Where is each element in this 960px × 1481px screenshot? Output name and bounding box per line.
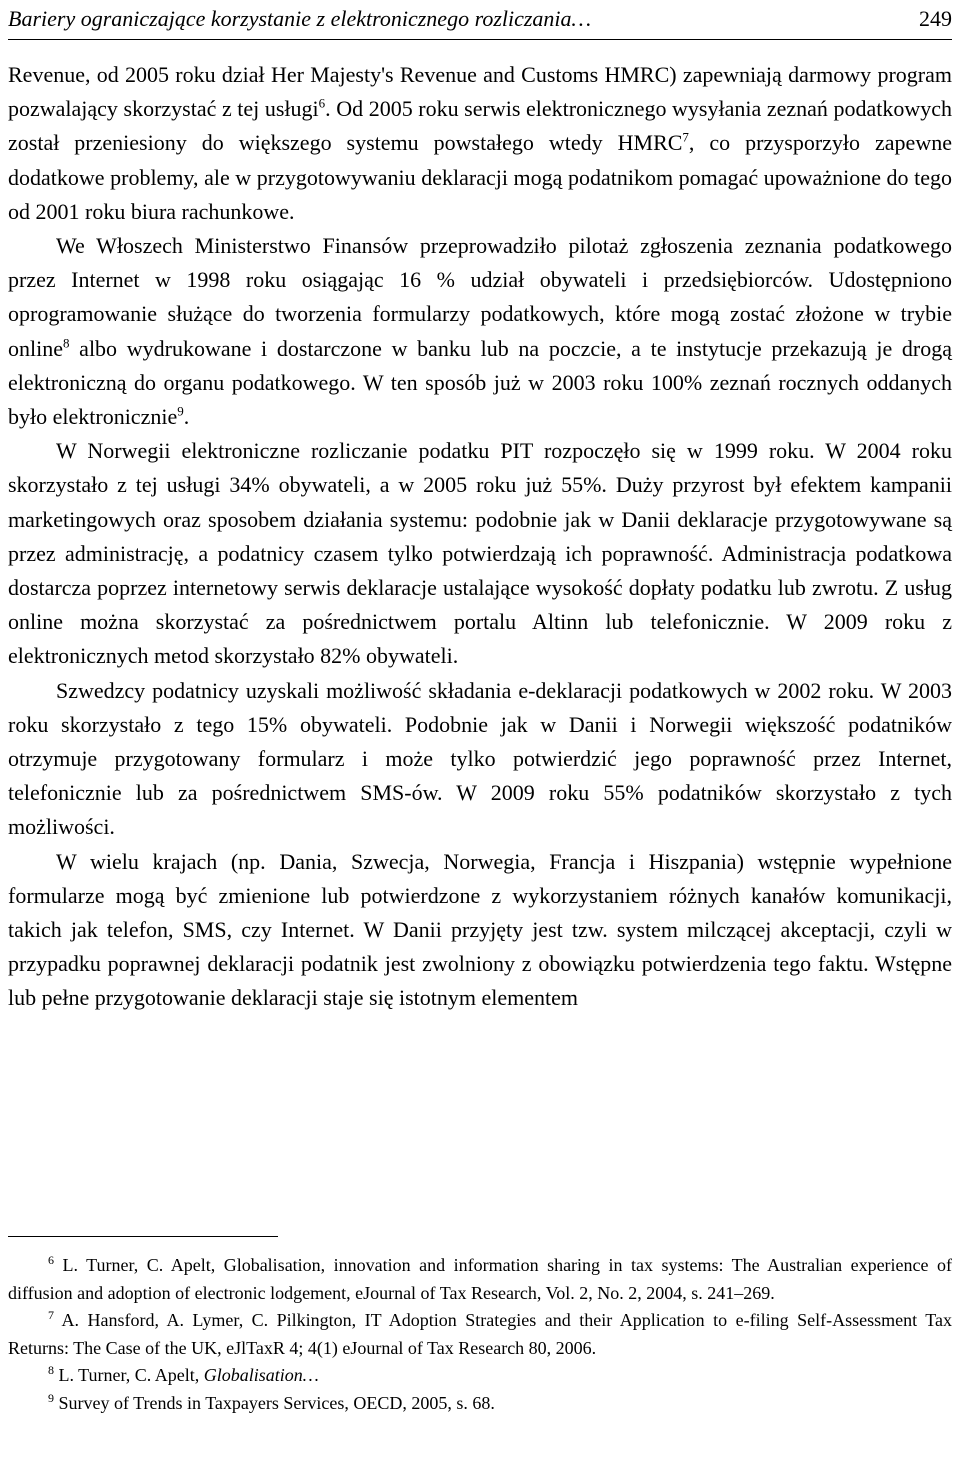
footnote-7 bbox=[8, 1307, 952, 1362]
footnote-number: 6 bbox=[48, 1253, 54, 1267]
text-span: albo wydrukowane i dostarczone w banku lub na poczcie, a te instytucje przekazują je drogą elektroniczną do organu podatkowego. W ten sposób już w 2003 roku 100% zeznań rocznych oddanych było elektronicznie bbox=[8, 335, 952, 430]
footnote-6 bbox=[8, 1252, 952, 1307]
footnote-separator bbox=[8, 1236, 278, 1237]
footnote-ref-8: 8 bbox=[63, 335, 70, 351]
page-header bbox=[8, 0, 952, 40]
text-span: Revenue, od 2005 roku dział Her Majesty's Revenue and Customs HMRC) zapewniają darmowy program pozwalający skorzystać z tej usługi bbox=[8, 62, 952, 122]
paragraph-norway: W Norwegii elektroniczne rozliczanie podatku PIT rozpoczęło się w 1999 roku. W 2004 roku skorzystało z tej usługi 34% obywateli, a w 2005 roku już 55%. Duży przyrost był efektem kampanii marketingowych oraz sposobem działania systemu: podobnie jak w Danii deklaracje przygotowywane są przez administrację, a podatnicy czasem tylko potwierdzają ich poprawność. Administracja podatkowa dostarcza poprzez internetowy serwis deklaracje ustalające wysokość dopłaty podatku lub zwrotu. Z usług online można skorzystać za pośrednictwem portalu Altinn lub telefonicznie. W 2009 roku z elektronicznych metod skorzystało 82% obywateli. bbox=[8, 438, 952, 669]
footnotes bbox=[8, 1252, 952, 1417]
footnote-text: L. Turner, C. Apelt, Globalisation, innovation and information sharing in tax systems: The Australian experience of diffusion and adoption of electronic lodgement, eJournal of Tax Research, Vol. 2, No. 2, 2004, s. 241–269. bbox=[8, 1255, 952, 1303]
footnote-number: 8 bbox=[48, 1363, 54, 1377]
text-span: . bbox=[183, 404, 190, 430]
footnote-number: 7 bbox=[48, 1308, 54, 1322]
footnote-ref-7: 7 bbox=[682, 130, 689, 146]
footnote-ref-9: 9 bbox=[177, 403, 184, 419]
running-title: Bariery ograniczające korzystanie z elektronicznego rozliczania… bbox=[8, 6, 592, 31]
paragraph-italy bbox=[8, 229, 952, 434]
text-span: , co przysporzyło zapewne dodatkowe problemy, ale w przygotowywaniu deklaracji mogą podatnikom pomagać upoważnione do tego od 2001 roku biura rachunkowe. bbox=[8, 130, 952, 224]
text-span: We Włoszech Ministerstwo Finansów przeprowadziło pilotaż zgłoszenia zeznania podatkowego przez Internet w 1998 roku osiągając 16 % udział obywateli i przedsiębiorców. Udostępniono oprogramowanie służące do tworzenia formularzy podatkowych, które mogą zostać złożone w trybie online bbox=[8, 233, 952, 361]
paragraph-uk bbox=[8, 58, 952, 229]
footnote-number: 9 bbox=[48, 1390, 54, 1405]
footnote-8 bbox=[8, 1362, 952, 1390]
page-number: 249 bbox=[919, 6, 952, 31]
footnote-text: L. Turner, C. Apelt, bbox=[54, 1365, 204, 1385]
footnote-9 bbox=[8, 1390, 952, 1418]
text-span: . Od 2005 roku serwis elektronicznego wysyłania zeznań podatkowych został przeniesiony do większego systemu powstałego wtedy HMRC bbox=[8, 96, 952, 156]
footnote-ref-6: 6 bbox=[318, 95, 326, 111]
paragraph-sweden: Szwedzcy podatnicy uzyskali możliwość składania e-deklaracji podatkowych w 2002 roku. W 2003 roku skorzystało z tego 15% obywateli. Podobnie jak w Danii i Norwegii większość podatników otrzymuje przygotowany formularz i może tylko potwierdzić jego poprawność przez Internet, telefonicznie lub za pośrednictwem SMS-ów. W 2009 roku 55% podatników skorzystało z tych możliwości. bbox=[8, 677, 952, 840]
footnote-text: A. Hansford, A. Lymer, C. Pilkington, IT Adoption Strategies and their Application to e-filing Self-Assessment Tax Returns: The Case of the UK, eJlTaxR 4; 4(1) eJournal of Tax Research 80, 2006. bbox=[8, 1310, 952, 1358]
footnote-text-italic: Globalisation… bbox=[203, 1365, 319, 1385]
paragraph-many-countries: W wielu krajach (np. Dania, Szwecja, Norwegia, Francja i Hiszpania) wstępnie wypełnione formularze mogą być zmienione lub potwierdzone z wykorzystaniem różnych kanałów komunikacji, takich jak telefon, SMS, czy Internet. W Danii przyjęty jest tzw. system milczącej akceptacji, czyli w przypadku poprawnej deklaracji podatnik jest zwolniony z obowiązku potwierdzenia tego faktu. Wstępne lub pełne przygotowanie deklaracji staje się istotnym elementem bbox=[8, 848, 952, 1011]
main-text bbox=[8, 58, 952, 1016]
footnote-text: Survey of Trends in Taxpayers Services, OECD, 2005, s. 68. bbox=[54, 1392, 495, 1413]
